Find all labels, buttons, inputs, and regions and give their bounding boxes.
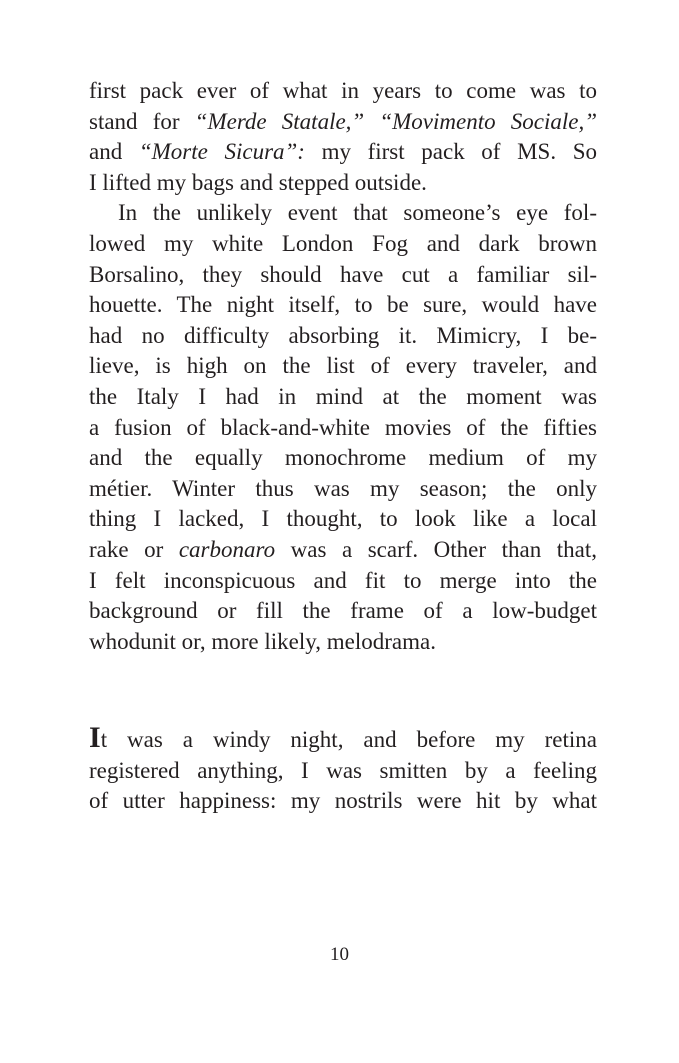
text-line: houette. The night itself, to be sure, would have bbox=[89, 292, 597, 318]
initial-letter: I bbox=[89, 721, 101, 754]
text-line: registered anything, I was smitten by a feeling bbox=[89, 757, 597, 783]
text-line: first pack ever of what in years to come was to bbox=[89, 78, 597, 103]
text-run: t was a windy night, and before my retina bbox=[100, 727, 597, 752]
paragraph-2 bbox=[89, 198, 597, 657]
text-line: Borsalino, they should have cut a familiar sil- bbox=[89, 261, 597, 287]
body-text-section-1 bbox=[89, 76, 597, 657]
text-line: lieve, is high on the list of every traveler, and bbox=[89, 353, 597, 379]
italic-phrase: “Merde Statale,” “Movimento Sociale,” bbox=[194, 108, 597, 134]
text-line bbox=[89, 535, 597, 566]
text-run: was a scarf. Other than that, bbox=[275, 536, 597, 562]
text-line: a fusion of black-and-white movies of the fifties bbox=[89, 414, 597, 440]
text-line: the Italy I had in mind at the moment was bbox=[89, 383, 597, 409]
text-run: rake or bbox=[89, 536, 179, 562]
text-line: whodunit or, more likely, melodrama. bbox=[89, 628, 436, 654]
text-line-indented: In the unlikely event that someone’s eye fol- bbox=[118, 200, 597, 226]
text-line: background or fill the frame of a low-budget bbox=[89, 598, 597, 624]
text-line bbox=[89, 137, 597, 168]
text-line: and the equally monochrome medium of my bbox=[89, 445, 597, 471]
text-run: and bbox=[89, 139, 139, 165]
text-line: I felt inconspicuous and fit to merge into the bbox=[89, 567, 597, 593]
text-line: lowed my white London Fog and dark brown bbox=[89, 230, 597, 256]
paragraph-3 bbox=[89, 723, 597, 817]
italic-word: carbonaro bbox=[178, 536, 276, 562]
italic-phrase: “Morte Sicura”: bbox=[138, 139, 305, 165]
text-line bbox=[89, 723, 597, 756]
text-run: my first pack of MS. So bbox=[304, 139, 597, 165]
text-line: métier. Winter thus was my season; the only bbox=[89, 475, 597, 501]
text-line: had no difficulty absorbing it. Mimicry, I be- bbox=[89, 322, 597, 348]
text-line bbox=[89, 107, 597, 138]
body-text-section-2 bbox=[89, 723, 597, 817]
page-number: 10 bbox=[330, 944, 349, 965]
text-line: I lifted my bags and stepped outside. bbox=[89, 169, 427, 195]
text-run: stand for bbox=[89, 108, 195, 134]
text-line: thing I lacked, I thought, to look like a local bbox=[89, 506, 597, 532]
paragraph-continued bbox=[89, 76, 597, 198]
text-line: of utter happiness: my nostrils were hit by what bbox=[89, 788, 597, 814]
